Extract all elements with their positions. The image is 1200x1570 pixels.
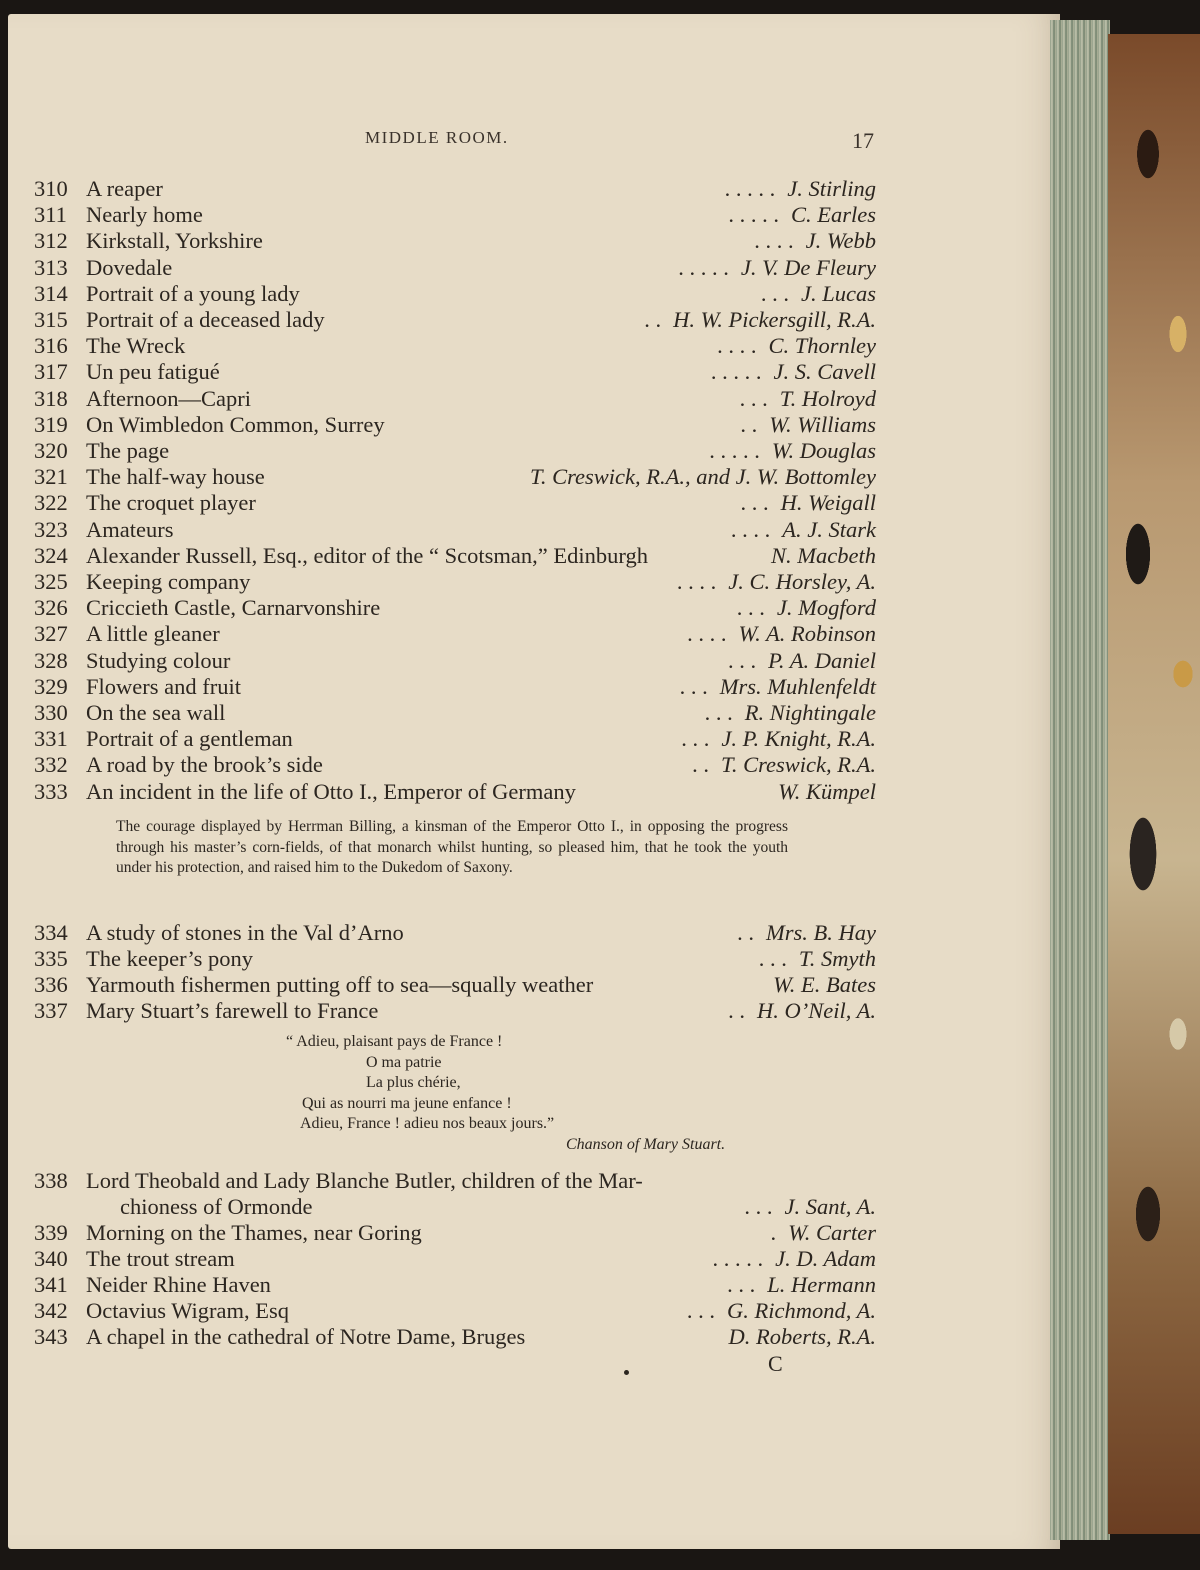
leader-dots: . . . xyxy=(727,1272,756,1297)
poem-line: La plus chérie, xyxy=(366,1074,461,1091)
entry-artist: J. D. Adam xyxy=(775,1246,876,1271)
entry-title: Morning on the Thames, near Goring xyxy=(86,1220,422,1245)
catalogue-entry xyxy=(34,438,876,464)
entry-artist-wrap xyxy=(740,412,876,438)
entry-title: The croquet player xyxy=(86,490,256,516)
entry-artist: Mrs. Muhlenfeldt xyxy=(719,673,876,699)
entry-artist-wrap xyxy=(731,517,876,543)
entry-artist: J. Mogford xyxy=(776,595,876,621)
entry-artist: A. J. Stark xyxy=(782,516,876,542)
entry-artist: Mrs. B. Hay xyxy=(766,920,876,945)
entry-number: 332 xyxy=(34,752,68,778)
catalogue-entry xyxy=(34,1324,876,1350)
entry-title: A study of stones in the Val d’Arno xyxy=(86,920,404,945)
entry-artist-wrap xyxy=(717,1324,876,1350)
entry-number: 325 xyxy=(34,569,68,594)
leader-dots: . . xyxy=(728,998,746,1023)
entry-number: 319 xyxy=(34,411,68,437)
catalogue-entry xyxy=(34,333,876,359)
entry-artist: L. Hermann xyxy=(767,1272,876,1297)
entry-artist: W. Carter xyxy=(788,1220,876,1245)
leader-dots: . . . . . xyxy=(678,254,729,280)
entry-artist-wrap xyxy=(518,464,876,490)
entry-number: 313 xyxy=(34,254,68,280)
catalogue-entry xyxy=(34,946,876,972)
entry-number: 337 xyxy=(34,998,68,1023)
entry-number: 330 xyxy=(34,700,68,725)
entry-artist-wrap xyxy=(759,946,876,972)
entry-artist: T. Smyth xyxy=(798,946,876,971)
page-number: 17 xyxy=(852,128,874,153)
entry-artist-wrap xyxy=(725,176,876,202)
catalogue-entry xyxy=(34,543,876,569)
leader-dots: . . xyxy=(692,752,710,778)
entry-title: Octavius Wigram, Esq xyxy=(86,1298,290,1323)
leader-dots: . . . . . xyxy=(728,202,779,228)
entry-number: 314 xyxy=(34,280,68,306)
leader-dots: . . . xyxy=(686,1298,716,1323)
entry-note-333: The courage displayed by Herrman Billing, a kinsman of the Emperor Otto I., in opposing the progress through his master’s corn-fields, of that monarch whilst hunting, so pleased him, that he took the youth under his protection, and raised him to the Dukedom of Saxony. xyxy=(116,818,788,876)
catalogue-entry xyxy=(34,569,876,595)
entry-number: 315 xyxy=(34,307,68,332)
entry-artist: J. Sant, A. xyxy=(784,1194,876,1219)
entry-number: 328 xyxy=(34,647,68,673)
entry-artist: R. Nightingale xyxy=(744,700,876,725)
entry-artist-wrap xyxy=(744,1194,876,1220)
entry-artist-wrap xyxy=(761,972,876,998)
entry-title: Neider Rhine Haven xyxy=(86,1272,271,1297)
poem-quote xyxy=(286,1032,554,1135)
entry-title: On Wimbledon Common, Surrey xyxy=(86,411,385,437)
entry-title: The page xyxy=(86,438,170,463)
entry-artist: H. O’Neil, A. xyxy=(757,998,876,1023)
entry-title: Flowers and fruit xyxy=(86,673,241,699)
catalogue-entry xyxy=(34,281,876,307)
marbled-cover xyxy=(1108,34,1200,1534)
entry-artist: J. Webb xyxy=(805,228,876,254)
entry-number: 311 xyxy=(34,202,67,228)
entry-artist: W. A. Robinson xyxy=(738,621,876,647)
entry-title: A little gleaner xyxy=(86,621,220,647)
entry-number: 322 xyxy=(34,490,68,516)
entry-artist-wrap xyxy=(770,1220,876,1246)
catalogue-entry xyxy=(34,752,876,778)
catalogue-entry xyxy=(34,700,876,726)
poem-line: Adieu, France ! adieu nos beaux jours.” xyxy=(300,1115,555,1132)
leader-dots: . . . . xyxy=(730,516,771,542)
page-edges xyxy=(1050,20,1110,1540)
entry-number: 316 xyxy=(34,333,68,359)
entry-number: 312 xyxy=(34,228,68,254)
leader-dots: . . . . . xyxy=(709,438,760,463)
catalogue-entry xyxy=(34,359,876,385)
entry-title: An incident in the life of Otto I., Emperor of Germany xyxy=(86,778,576,804)
entry-number: 310 xyxy=(34,176,68,201)
entry-artist: J. Lucas xyxy=(801,280,876,306)
leader-dots: . . . xyxy=(679,673,708,699)
leader-dots: . . . . xyxy=(717,333,757,359)
entry-artist-wrap xyxy=(680,674,876,700)
leader-dots: . . . xyxy=(736,595,765,621)
entry-artist: J. Stirling xyxy=(787,176,876,201)
entry-artist-wrap xyxy=(677,569,876,595)
entry-title: A road by the brook’s side xyxy=(86,752,323,778)
entry-artist: W. E. Bates xyxy=(773,972,876,997)
entry-artist-wrap xyxy=(711,359,876,385)
catalogue-entry xyxy=(34,412,876,438)
leader-dots: . . xyxy=(644,307,662,332)
entry-title: A reaper xyxy=(86,176,163,201)
entry-artist-wrap xyxy=(737,595,876,621)
entry-number: 318 xyxy=(34,385,68,411)
leader-dots: . . . xyxy=(758,946,787,971)
entry-artist-wrap xyxy=(737,920,876,946)
entry-number: 326 xyxy=(34,595,68,621)
entry-number: 317 xyxy=(34,359,68,385)
catalogue-entry xyxy=(34,517,876,543)
poem-source: Chanson of Mary Stuart. xyxy=(566,1136,726,1153)
entry-number: 338 xyxy=(34,1168,68,1193)
entry-number: 340 xyxy=(34,1246,68,1271)
entry-number: 334 xyxy=(34,920,68,945)
entry-title: Portrait of a young lady xyxy=(86,280,300,306)
entry-number: 324 xyxy=(34,542,68,568)
catalogue-entry xyxy=(34,307,876,333)
entry-artist: W. Williams xyxy=(769,411,876,437)
entry-title: Kirkstall, Yorkshire xyxy=(86,228,263,254)
leader-dots: . . . . xyxy=(687,621,727,647)
leader-dots: . xyxy=(770,1220,777,1245)
catalogue-entry xyxy=(34,1298,876,1324)
entry-338-line1 xyxy=(34,1168,643,1194)
catalogue-entry xyxy=(34,490,876,516)
signature-mark: C xyxy=(768,1351,783,1376)
entry-artist-wrap xyxy=(681,726,876,752)
catalogue-entry xyxy=(34,726,876,752)
running-head: MIDDLE ROOM. xyxy=(365,128,509,147)
leader-dots: . . . xyxy=(760,280,789,306)
entry-number: 331 xyxy=(34,726,68,752)
entry-title: Criccieth Castle, Carnarvonshire xyxy=(86,595,381,621)
entry-artist-wrap xyxy=(687,1298,876,1324)
entry-artist-wrap xyxy=(709,438,876,464)
catalogue-entry xyxy=(34,972,876,998)
leader-dots: . . xyxy=(737,920,755,945)
catalogue-entry xyxy=(34,674,876,700)
entry-artist-wrap xyxy=(644,307,876,333)
entry-title: Portrait of a deceased lady xyxy=(86,307,325,332)
entry-title: Lord Theobald and Lady Blanche Butler, children of the Mar- xyxy=(86,1168,643,1193)
entry-artist-wrap xyxy=(705,700,876,726)
entry-artist: J. P. Knight, R.A. xyxy=(721,726,876,752)
entry-artist: J. C. Horsley, A. xyxy=(728,569,876,594)
entry-number: 320 xyxy=(34,438,68,463)
leader-dots: . . . xyxy=(681,726,710,752)
entry-artist-wrap xyxy=(717,333,876,359)
entry-artist: T. Creswick, R.A. xyxy=(721,752,876,778)
entry-number: 329 xyxy=(34,673,68,699)
entry-title: Amateurs xyxy=(86,516,174,542)
entry-number: 333 xyxy=(34,778,68,804)
entry-artist: W. Kümpel xyxy=(778,778,876,804)
entry-artist-wrap xyxy=(740,490,876,516)
leader-dots: . . . . . xyxy=(712,1246,764,1271)
entry-artist: J. S. Cavell xyxy=(773,359,876,385)
leader-dots: . . . xyxy=(744,1194,773,1219)
entry-title: Un peu fatigué xyxy=(86,359,220,385)
entry-title: Alexander Russell, Esq., editor of the “ Scotsman,” Edinburgh xyxy=(86,542,648,568)
entry-artist: C. Thornley xyxy=(768,333,876,359)
catalogue-entry xyxy=(34,255,876,281)
entry-artist: G. Richmond, A. xyxy=(727,1298,876,1323)
entry-title: A chapel in the cathedral of Notre Dame, Bruges xyxy=(86,1324,526,1349)
entry-number: 335 xyxy=(34,946,68,971)
leader-dots: . . . . . xyxy=(710,359,762,385)
entry-artist: J. V. De Fleury xyxy=(740,254,876,280)
entry-artist-wrap xyxy=(728,202,876,228)
entry-title: Afternoon—Capri xyxy=(86,385,251,411)
catalogue-entry xyxy=(34,176,876,202)
catalogue-entry xyxy=(34,648,876,674)
entry-title: The keeper’s pony xyxy=(86,946,254,971)
catalogue-entry xyxy=(34,1220,876,1246)
catalogue-entry xyxy=(34,386,876,412)
ink-dot xyxy=(624,1370,629,1375)
entry-artist-wrap xyxy=(728,648,876,674)
entry-artist-wrap xyxy=(687,621,876,647)
entry-title: Studying colour xyxy=(86,647,231,673)
entry-artist-wrap xyxy=(727,1272,876,1298)
entry-number: 323 xyxy=(34,516,68,542)
entry-number: 321 xyxy=(34,464,68,490)
leader-dots: . . . xyxy=(739,385,768,411)
entry-title: The Wreck xyxy=(86,333,186,359)
entry-artist: H. W. Pickersgill, R.A. xyxy=(673,307,876,332)
entry-number: 336 xyxy=(34,972,68,997)
catalogue-entry xyxy=(34,464,876,490)
entry-artist-wrap xyxy=(740,386,876,412)
poem-line: “ Adieu, plaisant pays de France ! xyxy=(286,1033,503,1050)
entry-number: 343 xyxy=(34,1324,68,1349)
entry-artist: C. Earles xyxy=(790,202,876,228)
entry-artist: D. Roberts, R.A. xyxy=(728,1324,876,1349)
entry-title: Nearly home xyxy=(86,202,203,228)
catalogue-entry xyxy=(34,621,876,647)
leader-dots: . . . xyxy=(740,490,769,516)
entry-title-cont: chioness of Ormonde xyxy=(120,1194,313,1219)
catalogue-entry xyxy=(34,779,876,805)
entry-number: 342 xyxy=(34,1298,68,1323)
entry-artist-wrap xyxy=(759,543,876,569)
entry-artist: T. Holroyd xyxy=(779,385,876,411)
catalogue-entry xyxy=(34,1272,876,1298)
entry-artist: P. A. Daniel xyxy=(768,647,876,673)
catalogue-entry xyxy=(34,998,876,1024)
leader-dots: . . . xyxy=(704,700,733,725)
entry-artist: T. Creswick, R.A., and J. W. Bottomley xyxy=(530,464,876,490)
entry-artist-wrap xyxy=(692,752,876,778)
leader-dots: . . . . xyxy=(676,569,717,594)
leader-dots: . . . . xyxy=(754,228,794,254)
entry-artist: W. Douglas xyxy=(771,438,876,463)
entry-title: Yarmouth fishermen putting off to sea—squally weather xyxy=(86,972,594,997)
entry-artist-wrap xyxy=(766,779,876,805)
entry-title: On the sea wall xyxy=(86,700,226,725)
entry-artist-wrap xyxy=(713,1246,876,1272)
entry-artist-wrap xyxy=(754,228,876,254)
entry-title: The trout stream xyxy=(86,1246,235,1271)
entry-title: Keeping company xyxy=(86,569,251,594)
entry-artist: H. Weigall xyxy=(780,490,876,516)
leader-dots: . . xyxy=(740,411,758,437)
poem-line: O ma patrie xyxy=(366,1053,442,1071)
catalogue-entry xyxy=(34,595,876,621)
leader-dots: . . . . . xyxy=(724,176,776,201)
catalogue-entry xyxy=(34,228,876,254)
leader-dots: . . . xyxy=(727,647,757,673)
entry-artist-wrap xyxy=(678,255,876,281)
entry-title: Mary Stuart’s farewell to France xyxy=(86,998,379,1023)
catalogue-entry xyxy=(34,920,876,946)
entry-artist-wrap xyxy=(728,998,876,1024)
entry-title: The half-way house xyxy=(86,464,265,490)
catalogue-entry xyxy=(34,202,876,228)
entry-artist-wrap xyxy=(761,281,876,307)
poem-line: Qui as nourri ma jeune enfance ! xyxy=(302,1094,512,1112)
catalogue-entry xyxy=(34,1246,876,1272)
entry-title: Dovedale xyxy=(86,254,173,280)
entry-number: 339 xyxy=(34,1220,68,1245)
entry-number: 327 xyxy=(34,621,68,647)
entry-number: 341 xyxy=(34,1272,68,1297)
entry-title: Portrait of a gentleman xyxy=(86,726,293,752)
entry-artist: N. Macbeth xyxy=(771,542,876,568)
entry-338-line2 xyxy=(34,1194,876,1220)
